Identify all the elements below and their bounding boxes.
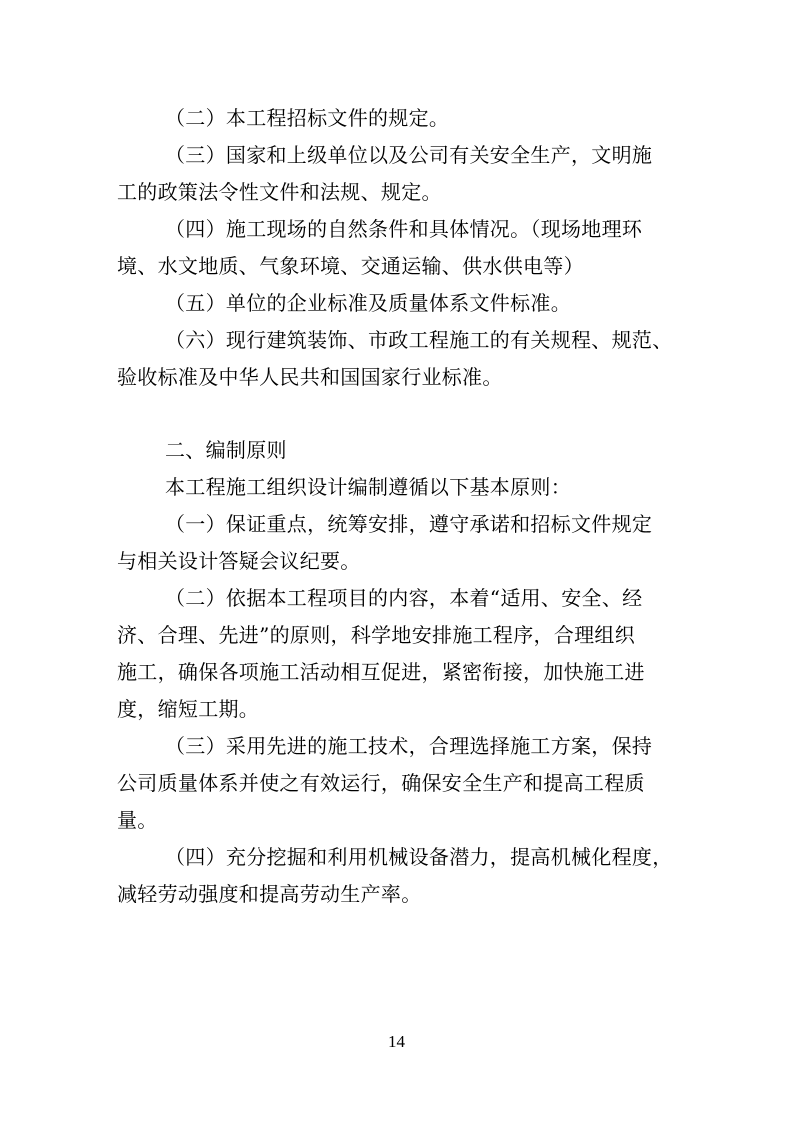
- paragraph-line: 境、水文地质、气象环境、交通运输、供水供电等）: [117, 254, 584, 278]
- paragraph-line: （四）施工现场的自然条件和具体情况。（现场地理环: [165, 217, 643, 241]
- paragraph-line: 量。: [117, 808, 158, 832]
- paragraph-line: （三）国家和上级单位以及公司有关安全生产，文明施: [165, 143, 653, 167]
- paragraph-line: （二）依据本工程项目的内容，本着“适用、安全、经: [165, 586, 643, 610]
- paragraph-line: （五）单位的企业标准及质量体系文件标准。: [165, 291, 571, 315]
- section-gap: [117, 396, 677, 432]
- paragraph-line: （三）采用先进的施工技术，合理选择施工方案，保持: [165, 734, 653, 758]
- paragraph-line: 工的政策法令性文件和法规、规定。: [117, 180, 442, 204]
- paragraph-line: 济、合理、先进”的原则，科学地安排施工程序，合理组织: [117, 623, 636, 647]
- page-number: 14: [388, 1032, 405, 1051]
- paragraph-line: （二）本工程招标文件的规定。: [165, 106, 450, 130]
- paragraph-line: 与相关设计答疑会议纪要。: [117, 549, 361, 573]
- paragraph-line: （四）充分挖掘和利用机械设备潜力，提高机械化程度，: [165, 845, 673, 869]
- paragraph-line: （一）保证重点，统筹安排，遵守承诺和招标文件规定: [165, 512, 653, 536]
- paragraph-line: 度，缩短工期。: [117, 697, 260, 721]
- body-text: [117, 100, 677, 913]
- paragraph-line: 施工，确保各项施工活动相互促进，紧密衔接，加快施工进: [117, 660, 645, 684]
- section-heading: 二、编制原则: [165, 438, 287, 462]
- paragraph-line: （六）现行建筑装饰、市政工程施工的有关规程、规范、: [165, 328, 673, 352]
- paragraph-line: 减轻劳动强度和提高劳动生产率。: [117, 882, 422, 906]
- paragraph-line: 验收标准及中华人民共和国国家行业标准。: [117, 365, 503, 389]
- section-intro: 本工程施工组织设计编制遵循以下基本原则：: [165, 475, 571, 499]
- paragraph-line: 公司质量体系并使之有效运行，确保安全生产和提高工程质: [117, 771, 645, 795]
